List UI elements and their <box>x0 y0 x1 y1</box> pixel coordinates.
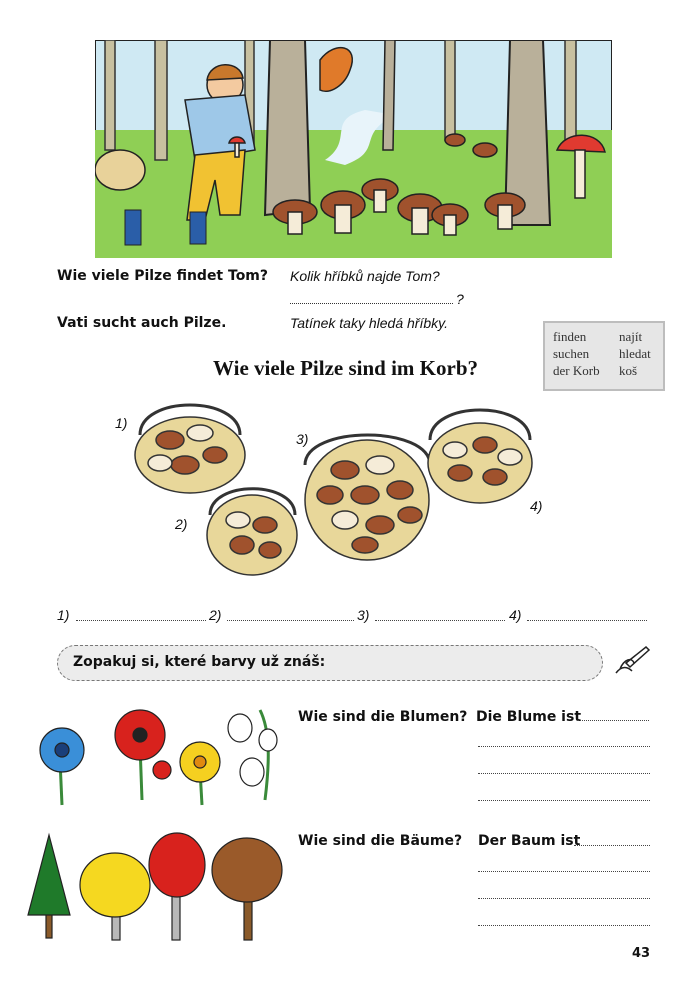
trees-answer-line-1[interactable] <box>574 845 650 846</box>
flowers-question: Wie sind die Blumen? <box>298 709 468 725</box>
flowers-answer-line-4[interactable] <box>478 800 650 801</box>
trees-answer-line-2[interactable] <box>478 871 650 872</box>
pen-writing-icon <box>612 643 652 679</box>
page-number: 43 <box>632 946 651 961</box>
vocab-de: suchen <box>553 346 590 361</box>
forest-illustration <box>95 40 612 258</box>
question-cz: Kolik hříbků najde Tom? <box>290 268 440 284</box>
answer-label-2: 2) <box>209 607 222 623</box>
answer-line-tom[interactable] <box>290 291 453 304</box>
baskets-illustration <box>130 395 550 590</box>
baskets-heading: Wie viele Pilze sind im Korb? <box>213 356 479 380</box>
basket-label-2: 2) <box>175 516 188 532</box>
statement-de: Vati sucht auch Pilze. <box>57 315 227 331</box>
answer-label-3: 3) <box>357 607 370 623</box>
statement-cz: Tatínek taky hledá hříbky. <box>290 315 448 331</box>
flowers-answer-line-1[interactable] <box>577 720 649 721</box>
answer-suffix: ? <box>456 291 464 307</box>
flowers-answer-line-2[interactable] <box>478 746 650 747</box>
answer-field-3[interactable] <box>375 620 505 621</box>
answer-label-1: 1) <box>57 607 70 623</box>
vocab-de: der Korb <box>553 363 600 378</box>
trees-question: Wie sind die Bäume? <box>298 833 463 849</box>
flowers-answer-start: Die Blume ist <box>476 709 582 725</box>
vocab-cz: najít <box>619 329 643 344</box>
review-title: Zopakuj si, které barvy už znáš: <box>73 654 326 670</box>
trees-answer-start: Der Baum ist <box>478 833 581 849</box>
trees-illustration <box>20 830 290 945</box>
answer-field-2[interactable] <box>227 620 354 621</box>
answer-field-4[interactable] <box>527 620 647 621</box>
question-de: Wie viele Pilze findet Tom? <box>57 268 269 284</box>
trees-answer-line-4[interactable] <box>478 925 650 926</box>
review-banner <box>57 645 603 681</box>
answer-label-4: 4) <box>509 607 522 623</box>
basket-label-3: 3) <box>296 431 309 447</box>
answer-field-1[interactable] <box>76 620 206 621</box>
trees-answer-line-3[interactable] <box>478 898 650 899</box>
flowers-answer-line-3[interactable] <box>478 773 650 774</box>
flowers-illustration <box>30 700 280 810</box>
vocab-cz: hledat <box>619 346 651 361</box>
vocab-cz: koš <box>619 363 638 378</box>
vocab-de: finden <box>553 329 587 344</box>
vocabulary-box <box>543 321 665 391</box>
basket-label-4: 4) <box>530 498 543 514</box>
basket-label-1: 1) <box>115 415 128 431</box>
